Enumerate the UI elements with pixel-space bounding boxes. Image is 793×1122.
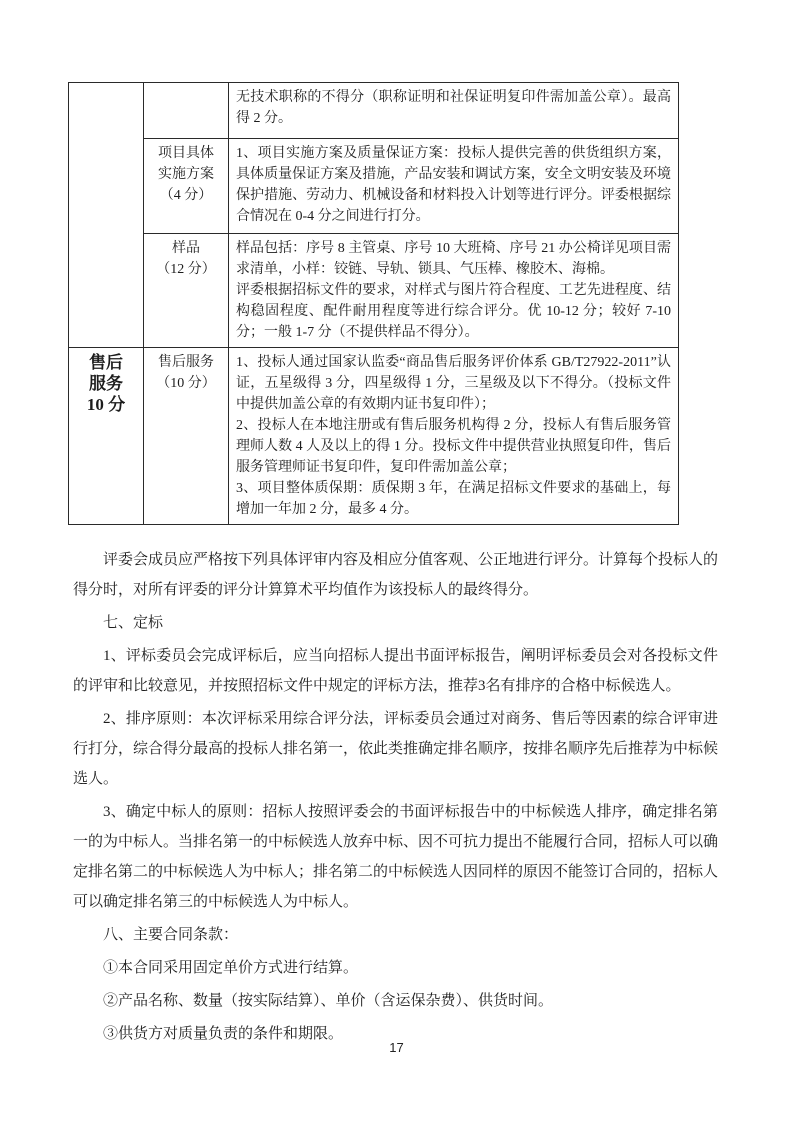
table-cell-criteria [144, 83, 229, 139]
criteria-line: 样品 [172, 241, 200, 256]
page-number: 17 [389, 1040, 404, 1055]
contract-clause: ②产品名称、数量（按实际结算）、单价（含运保杂费）、供货时间。 [103, 993, 554, 1009]
criteria-line: （4 分） [159, 188, 213, 203]
table-row [69, 348, 679, 525]
body-paragraph: 2、排序原则：本次评标采用综合评分法，评标委员会通过对商务、售后等因素的综合评审进行打分，综合得分最高的投标人排名第一，依此类推确定排名顺序，按排名顺序先后推荐为中标候选人。 [73, 711, 719, 787]
table-cell-category-merged [69, 83, 144, 348]
table-cell-criteria [144, 139, 229, 234]
document-body [73, 545, 718, 1052]
category-line: 售后 [89, 353, 123, 372]
contract-clause: ③供货方对质量负责的条件和期限。 [103, 1026, 344, 1042]
category-line: 服务 [89, 374, 123, 393]
table-cell-description [229, 348, 679, 525]
table-row [69, 234, 679, 348]
contract-clause: ①本合同采用固定单价方式进行结算。 [103, 960, 359, 976]
cell-text: 1、投标人通过国家认监委“商品售后服务评价体系 GB/T27922-2011”认证，五星级得 3 分，四星级得 1 分，三星级及以下不得分。（投标文件中提供加盖公章的有效期内证书复印件）； [236, 355, 671, 412]
table-row [69, 83, 679, 139]
table-cell-description [229, 139, 679, 234]
category-line: 10 分 [86, 395, 126, 414]
cell-text: 样品包括：序号 8 主管桌、序号 10 大班椅、序号 21 办公椅详见项目需求清单，小样：铰链、导轨、锁具、气压棒、橡胶木、海棉。 [236, 241, 671, 277]
criteria-line: 实施方案 [158, 167, 214, 182]
table-cell-description [229, 234, 679, 348]
cell-text: 3、项目整体质保期：质保期 3 年，在满足招标文件要求的基础上，每增加一年加 2 分，最多 4 分。 [236, 481, 671, 517]
body-paragraph: 评委会成员应严格按下列具体评审内容及相应分值客观、公正地进行评分。计算每个投标人的得分时，对所有评委的评分计算算术平均值作为该投标人的最终得分。 [73, 552, 719, 598]
table-cell-criteria [144, 348, 229, 525]
table-cell-category [69, 348, 144, 525]
criteria-line: （12 分） [156, 262, 216, 277]
score-table [68, 82, 679, 525]
cell-text: 2、投标人在本地注册或有售后服务机构得 2 分，投标人有售后服务管理师人数 4 人及以上的得 1 分。投标文件中提供营业执照复印件，售后服务管理师证书复印件，复印件需加盖公章； [236, 418, 671, 475]
section-heading-7: 七、定标 [103, 615, 164, 631]
table-row [69, 139, 679, 234]
table-cell-criteria [144, 234, 229, 348]
table-cell-description [229, 83, 679, 139]
criteria-line: 项目具体 [158, 146, 214, 161]
body-paragraph: 1、评标委员会完成评标后，应当向招标人提出书面评标报告，阐明评标委员会对各投标文件的评审和比较意见，并按照招标文件中规定的评标方法，推荐3名有排序的合格中标候选人。 [73, 648, 718, 694]
criteria-line: （10 分） [156, 376, 216, 391]
cell-text: 无技术职称的不得分（职称证明和社保证明复印件需加盖公章）。最高得 2 分。 [236, 90, 671, 126]
cell-text: 1、项目实施方案及质量保证方案：投标人提供完善的供货组织方案，具体质量保证方案及措施，产品安装和调试方案，安全文明安装及环境保护措施、劳动力、机械设备和材料投入计划等进行评分。评委根据综合情况在 0-4 分之间进行打分。 [236, 146, 671, 224]
section-heading-8: 八、主要合同条款： [103, 927, 239, 943]
body-paragraph: 3、确定中标人的原则：招标人按照评委会的书面评标报告中的中标候选人排序，确定排名第一的为中标人。当排名第一的中标候选人放弃中标、因不可抗力提出不能履行合同，招标人可以确定排名第二的中标候选人为中标人；排名第二的中标候选人因同样的原因不能签订合同的，招标人可以确定排名第三的中标候选人为中标人。 [73, 804, 719, 910]
criteria-line: 售后服务 [158, 355, 214, 370]
cell-text: 评委根据招标文件的要求，对样式与图片符合程度、工艺先进程度、结构稳固程度、配件耐用程度等进行综合评分。优 10-12 分；较好 7-10 分；一般 1-7 分（不提供样品不得分）。 [236, 283, 671, 340]
